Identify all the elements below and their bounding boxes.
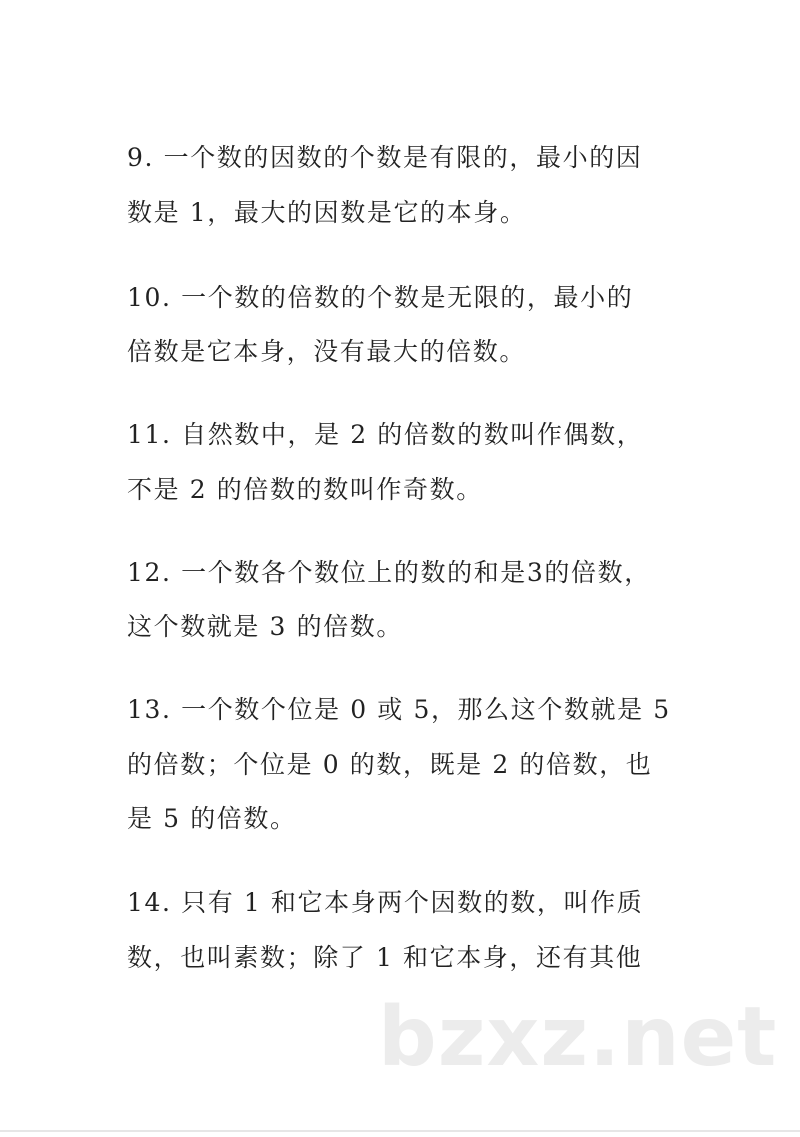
- text-line: 的倍数；个位是 0 的数，既是 2 的倍数，也: [127, 750, 653, 779]
- watermark: bzxz.net: [378, 990, 778, 1085]
- text-line: 11. 自然数中，是 2 的倍数的数叫作偶数，: [127, 420, 644, 449]
- text-line: 10. 一个数的倍数的个数是无限的，最小的: [127, 283, 634, 312]
- text-line: 倍数是它本身，没有最大的倍数。: [127, 337, 527, 366]
- text-line: 9. 一个数的因数的个数是有限的，最小的因: [127, 143, 643, 172]
- text-line: 数，也叫素数；除了 1 和它本身，还有其他: [127, 943, 643, 972]
- text-line: 这个数就是 3 的倍数。: [127, 612, 404, 641]
- text-line: 12. 一个数各个数位上的数的和是3的倍数，: [127, 558, 651, 587]
- text-line: 14. 只有 1 和它本身两个因数的数，叫作质: [127, 888, 644, 917]
- text-line: 不是 2 的倍数的数叫作奇数。: [127, 475, 483, 504]
- text-line: 是 5 的倍数。: [127, 804, 297, 833]
- text-line: 13. 一个数个位是 0 或 5，那么这个数就是 5: [127, 695, 671, 724]
- text-line: 数是 1，最大的因数是它的本身。: [127, 198, 527, 227]
